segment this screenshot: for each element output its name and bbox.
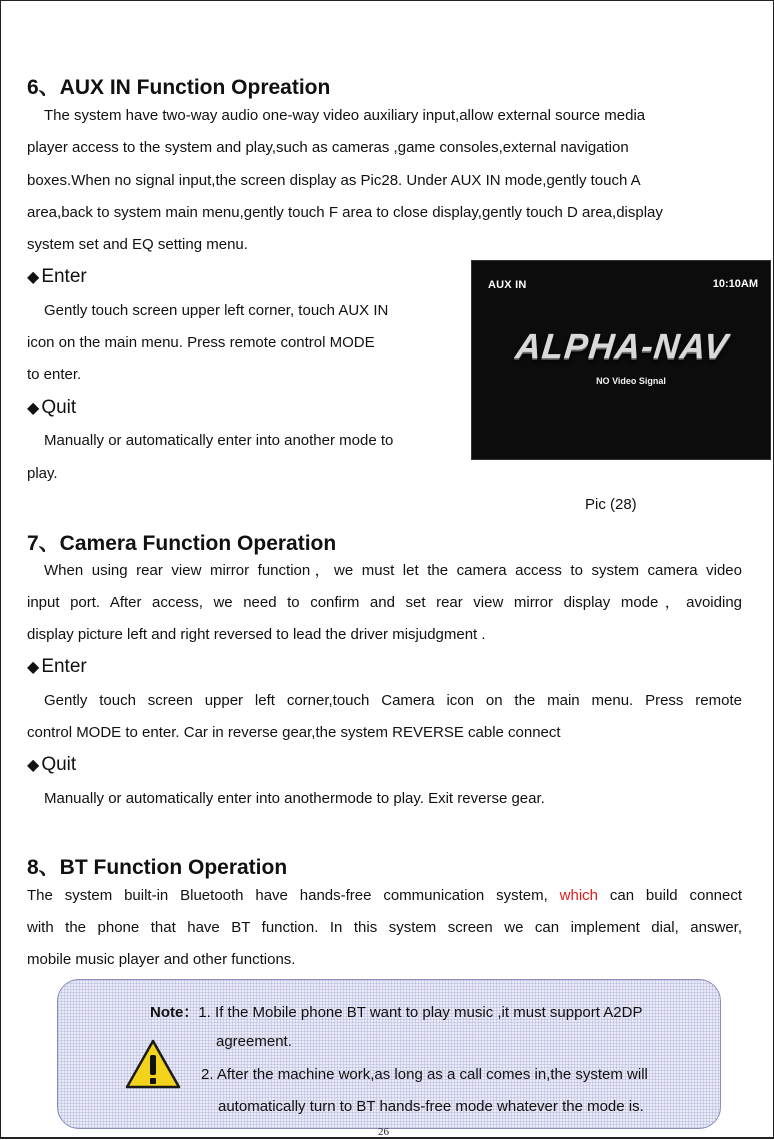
section-7-quit-line-1: Manually or automatically enter into anothermode to play. Exit reverse gear. xyxy=(44,790,545,807)
section-7-quit-label: Quit xyxy=(41,754,77,775)
aux-in-screen-image xyxy=(471,260,771,460)
diamond-bullet-icon: ◆ xyxy=(27,269,40,286)
note-item-2-line-1: 2. After the machine work,as long as a call comes in,the system will xyxy=(201,1066,648,1083)
section-6-enter-line-3: to enter. xyxy=(27,366,82,383)
section-8-line-2: with the phone that have BT function. In this system screen we can implement dial, answer, xyxy=(27,919,742,936)
section-6-intro-line-1: The system have two-way audio one-way video auxiliary input,allow external source media xyxy=(44,107,646,124)
page-number: 26 xyxy=(378,1126,389,1138)
section-6-quit-bullet xyxy=(27,397,76,419)
brand-logo: ALPHA-NAV xyxy=(513,327,731,366)
section-6-intro-line-2: player access to the system and play,such as cameras ,game consoles,external navigation xyxy=(27,139,629,156)
section-6-quit-label: Quit xyxy=(41,397,77,418)
diamond-bullet-icon: ◆ xyxy=(27,659,40,676)
section-7-intro-line-1: When using rear view mirror function，we must let the camera access to system camera video xyxy=(44,562,742,579)
section-8-line-1 xyxy=(27,880,742,912)
section-6-quit-line-1: Manually or automatically enter into another mode to xyxy=(44,432,394,449)
screen-mode-label: AUX IN xyxy=(488,279,527,291)
section-8-line-3: mobile music player and other functions. xyxy=(27,951,296,968)
section-7-heading: 7、Camera Function Operation xyxy=(27,532,337,555)
section-8-line-1-end: can build connect xyxy=(609,887,743,904)
section-6-intro-line-4: area,back to system main menu,gently touch F area to close display,gently touch D area,display xyxy=(27,204,663,221)
note-item-2-line-2: automatically turn to BT hands-free mode whatever the mode is. xyxy=(218,1098,644,1115)
section-6-intro-line-3: boxes.When no signal input,the screen display as Pic28. Under AUX IN mode,gently touch A xyxy=(27,172,641,189)
section-6-enter-line-1: Gently touch screen upper left corner, touch AUX IN xyxy=(44,302,389,319)
warning-icon xyxy=(125,1038,181,1090)
section-6-quit-line-2: play. xyxy=(27,465,58,482)
section-7-enter-label: Enter xyxy=(41,656,87,677)
section-6-enter-bullet xyxy=(27,266,87,288)
picture-caption: Pic (28) xyxy=(585,496,637,513)
no-signal-message: NO Video Signal xyxy=(596,376,666,386)
note-item-1-text: 1. If the Mobile phone BT want to play music ,it must support A2DP xyxy=(198,1004,643,1021)
section-7-intro-line-3: display picture left and right reversed to lead the driver misjudgment . xyxy=(27,626,486,643)
note-item-1-line-2: agreement. xyxy=(216,1033,292,1050)
section-7-intro-line-2: input port. After access, we need to confirm and set rear view mirror display mode，avoiding xyxy=(27,594,742,611)
section-6-heading: 6、AUX IN Function Opreation xyxy=(27,76,331,99)
section-8-line-1-start: The system built-in Bluetooth have hands-free communication system, xyxy=(27,887,548,904)
highlighted-word: which xyxy=(559,887,598,904)
section-6-enter-line-2: icon on the main menu. Press remote control MODE xyxy=(27,334,375,351)
note-label: Note： xyxy=(150,1004,199,1021)
diamond-bullet-icon: ◆ xyxy=(27,757,40,774)
section-7-quit-bullet xyxy=(27,754,76,776)
section-6-enter-label: Enter xyxy=(41,266,87,287)
section-6-intro-line-5: system set and EQ setting menu. xyxy=(27,236,248,253)
note-item-1-line-1 xyxy=(150,1001,642,1022)
section-7-enter-line-2: control MODE to enter. Car in reverse gear,the system REVERSE cable connect xyxy=(27,724,561,741)
section-7-enter-bullet xyxy=(27,656,87,678)
diamond-bullet-icon: ◆ xyxy=(27,400,40,417)
section-7-enter-line-1: Gently touch screen upper left corner,touch Camera icon on the main menu. Press remote xyxy=(44,692,742,709)
screen-clock: 10:10AM xyxy=(712,278,758,290)
note-box xyxy=(57,979,721,1129)
section-8-heading: 8、BT Function Operation xyxy=(27,856,288,879)
